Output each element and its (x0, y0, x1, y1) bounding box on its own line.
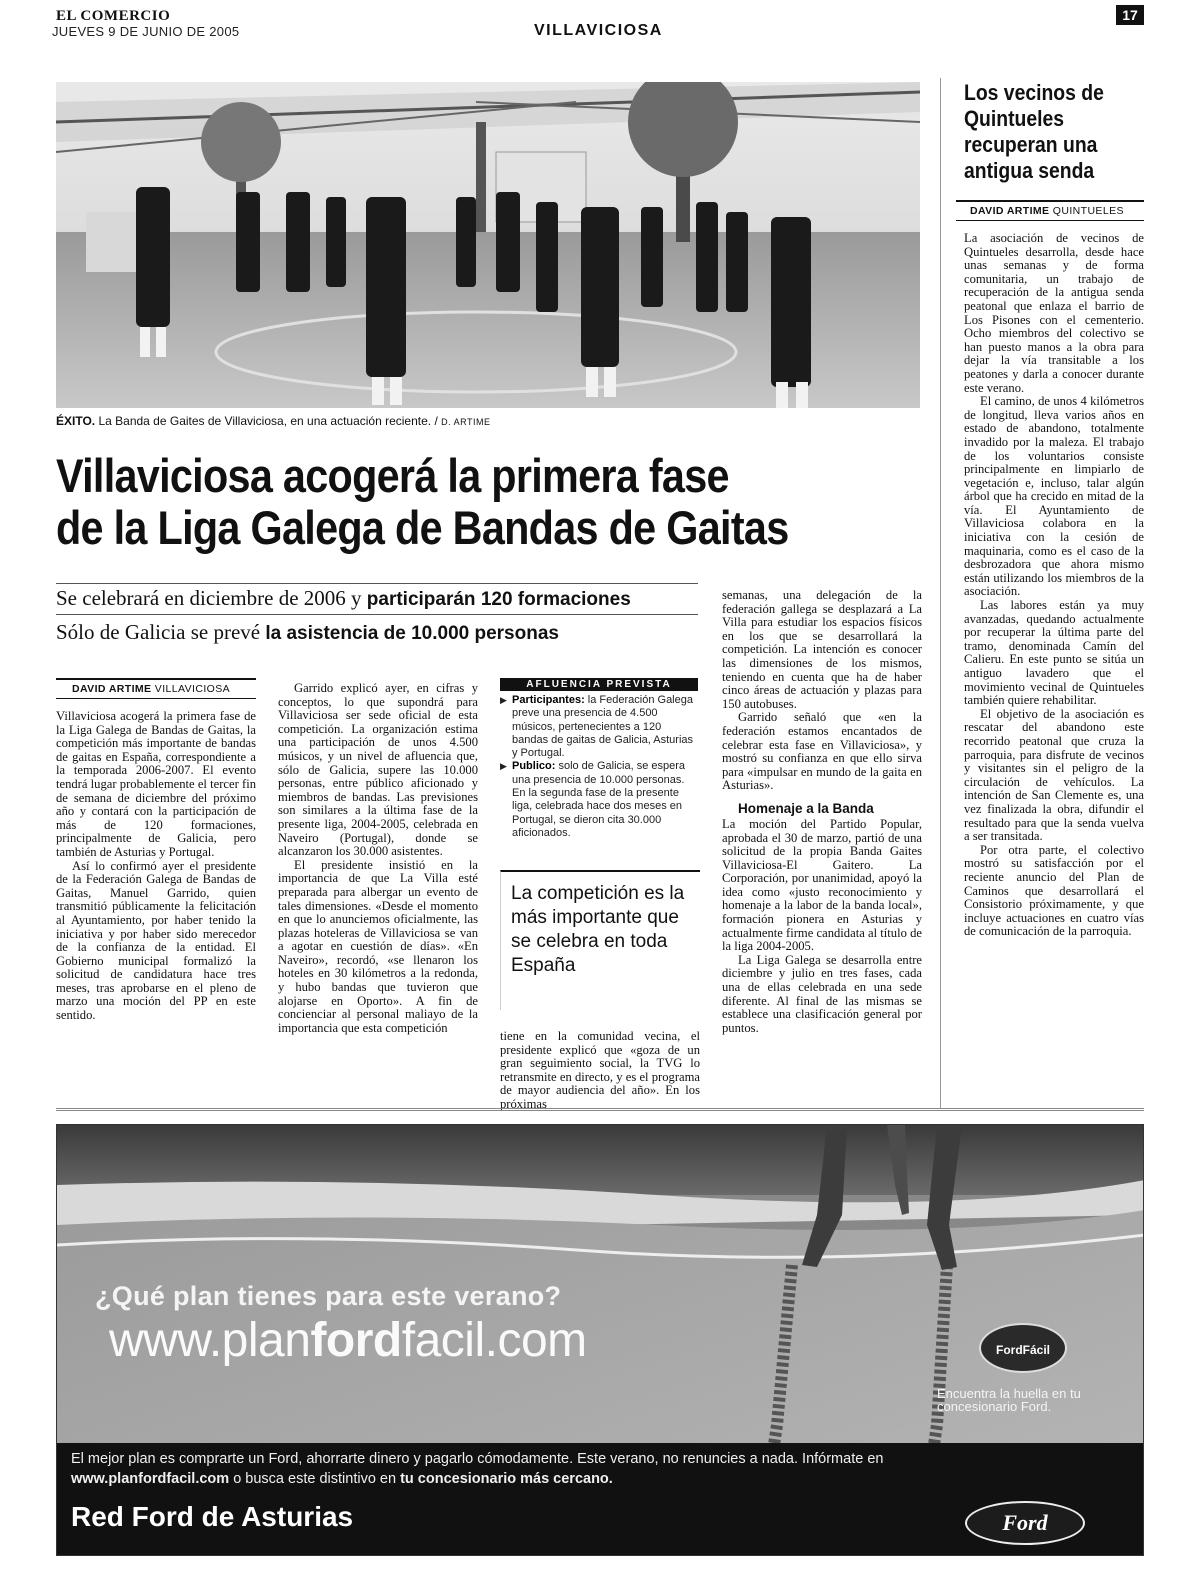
paragraph: Las labores están ya muy avanzadas, quedando actualmente por recuperar la última parte del tramo, denominada Camín del Calieru. En este punto se sitúa un antiguo lavadero que el movimiento vecinal de Quintueles también quiere rehabilitar. (964, 598, 1144, 708)
deck-line-1 (56, 586, 631, 611)
ad-hint: Encuentra la huella en tu concesionario Ford. (937, 1386, 1081, 1414)
side-headline: Los vecinos de Quintueles recuperan una antigua senda (964, 80, 1104, 183)
ad-separator (56, 1108, 1144, 1111)
paragraph: Garrido señaló que «en la federación estamos encantados de celebrar esta fase en Villaviciosa», y mostró su confianza en que ello sirva para «impulsar en mundo de la gaita en Asturias». (722, 710, 922, 793)
band-photo-illustration (56, 82, 920, 408)
box-item-text: la Federación Galega preve una presencia de 4.500 músicos, pertenecientes a 120 bandas de gaitas de Galicia, Asturias y Portugal. (512, 694, 694, 760)
deck-2-bold: la asistencia de 10.000 personas (265, 623, 559, 644)
side-article-column (964, 232, 1144, 939)
ford-facil-badge: FordFácil (979, 1323, 1067, 1373)
article-column-2 (278, 682, 478, 1035)
box-item-participants (500, 694, 700, 760)
caption-lead: ÉXITO. (56, 414, 96, 428)
paragraph: El objetivo de la asociación es rescatar del abandono este recorrido peatonal que cruza la parroquia, para disfrute de vecinos y visitantes sin el peligro de la circulación de vehículos. La intención de San Clemente es, una vez finalizada la obra, difundir el resultado para que la senda vuelva a ser transitada. (964, 706, 1144, 844)
ford-advertisement (56, 1124, 1144, 1556)
deck-1-plain: Se celebrará en diciembre de 2006 y (56, 586, 367, 610)
deck-rule-mid (56, 614, 698, 615)
caption-text: La Banda de Gaites de Villaviciosa, en una actuación reciente. / (95, 414, 442, 428)
box-item-label: Publico: (512, 760, 556, 773)
side-byline (956, 200, 1144, 221)
article-column-4 (722, 589, 922, 1035)
article-byline (56, 678, 256, 699)
article-column-1 (56, 710, 256, 1023)
side-byline-place: QUINTUELES (1049, 205, 1124, 217)
paragraph: La asociación de vecinos de Quintueles desarrolla, desde hace unas semanas y de forma comunitaria, un trabajo de recuperación de la antigua senda peatonal que enlaza el barrio de Los Pisones con el cementerio. Ocho miembros del colectivo se han puesto manos a la obra para dejar la vía transitable a los peatones y darla a conocer durante este verano. (964, 231, 1144, 395)
paragraph: Por otra parte, el colectivo mostró su satisfacción por el reciente anuncio del Plan de Caminos que desarrollará el Consistorio próximamente, y que incluye actuaciones en cuatro vías de comunicación de la parroquia. (964, 842, 1144, 939)
paragraph: El camino, de unos 4 kilómetros de longitud, lleva varios años en estado de abandono, totalmente invadido por la maleza. El trabajo de los voluntarios consiste principalmente en limpiarlo de vegetación e, incluso, talar algún árbol que ha crecido en mitad de la vía. El Ayuntamiento de Villaviciosa colabora en la iniciativa con la cesión de maquinaria, como es el caso de la desbrozadora que ahora mismo están utilizando los miembros de la asociación. (964, 394, 1144, 599)
info-box (500, 694, 700, 840)
byline-author: DAVID ARTIME (72, 683, 152, 695)
ad-url-bold: ford (310, 1314, 402, 1367)
paragraph: La Liga Galega se desarrolla entre diciembre y julio en tres fases, cada una de ellas celebrada en una sede diferente. Al final de las mismas se establece una clasificación general por puntos. (722, 952, 922, 1035)
band-photo (56, 82, 920, 408)
paragraph: La moción del Partido Popular, aprobada el 30 de marzo, partió de una solicitud de la propia Banda Gaites Villaviciosa-El Gaitero. La Corporación, por unanimidad, apoyó la idea como «justo reconocimiento y homenaje a la labor de la banda local», formación pionera en Asturias y actualmente firme candidata al título de la liga 2004-2005. (722, 816, 922, 954)
paragraph: Garrido explicó ayer, en cifras y conceptos, lo que supondrá para Villaviciosa ser sede oficial de esta competición. La organización estima una participación de unos 4.500 músicos, y un nivel de afluencia que, sólo de Galicia, supere las 10.000 personas, entre público aficionado y miembros de bandas. Las previsiones son similares a la última fase de la presente liga, 2004-2005, celebrada en Naveiro (Portugal), donde se alcanzaron los 30.000 asistentes. (278, 681, 478, 859)
ford-logo: Ford (965, 1501, 1085, 1545)
box-item-text: solo de Galicia, se espera una presencia de 10.000 personas. En la segunda fase de la presente liga, celebrada hace dos meses en Portugal, se dieron cita 30.000 aficionados. (512, 760, 686, 839)
paragraph: Villaviciosa acogerá la primera fase de la Liga Galega de Bandas de Gaitas, la competición más importante de bandas de gaitas en España, correspondiente a la temporada 2006-2007. El evento tendrá lugar probablemente el tercer fin de semana de diciembre del próximo año y contará con la participación de más de 120 formaciones, principalmente de Galicia, pero también de Asturias y Portugal. (56, 709, 256, 859)
ad-question: ¿Qué plan tienes para este verano? (95, 1281, 562, 1311)
dealer-name: Red Ford de Asturias (71, 1501, 354, 1532)
ad-url-post: facil.com (401, 1314, 587, 1367)
ad-line-2 (71, 1471, 613, 1487)
section-title: VILLAVICIOSA (534, 22, 663, 39)
headline-line-2: de la Liga Galega de Bandas de Gaitas (56, 501, 789, 554)
newspaper-name: EL COMERCIO (56, 8, 171, 24)
byline-place: VILLAVICIOSA (151, 683, 231, 695)
subheading: Homenaje a la Banda (738, 800, 874, 816)
issue-date: JUEVES 9 DE JUNIO DE 2005 (52, 24, 240, 39)
ad-line-2-url[interactable]: www.planfordfacil.com (71, 1471, 230, 1487)
deck-2-plain: Sólo de Galicia se prevé (56, 620, 266, 644)
paragraph: semanas, una delegación de la federación gallega se desplazará a La Villa para estudiar los espacios físicos en los que se desarrollará la competición. La intención es conocer las dimensiones de los mismos, teniendo en cuenta que ha de haber cinco áreas de actuación y plazas para 150 autobuses. (722, 588, 922, 711)
deck-line-2 (56, 620, 559, 645)
ad-footer-strip (57, 1443, 1144, 1556)
ad-url-pre: www.plan (109, 1314, 311, 1367)
photo-caption (56, 414, 920, 428)
paragraph: tiene en la comunidad vecina, el presidente explicó que «goza de un gran seguimiento social, la TVG lo retransmite en directo, y es el programa de mayor audiencia del año». En los próximas (500, 1029, 700, 1111)
side-byline-author: DAVID ARTIME (970, 205, 1050, 217)
headline-line-1: Villaviciosa acogerá la primera fase (56, 449, 729, 502)
paragraph: Así lo confirmó ayer el presidente de la Federación Galega de Bandas de Gaitas, Manuel Garrido, quien transmitió públicamente la felicitación al Ayuntamiento, por haber tenido la iniciativa y por haber sido merecedor de la confianza de la entidad. El Gobierno municipal formalizó la solicitud de candidatura hace tres meses, tras aprobarse en el pleno de marzo una moción del PP en este sentido. (56, 858, 256, 1023)
box-item-label: Participantes: (512, 694, 585, 706)
ad-url[interactable] (109, 1313, 587, 1368)
ad-line-2-mid: o busca este distintivo en (229, 1471, 401, 1487)
caption-credit: D. ARTIME (441, 417, 491, 427)
page-number: 17 (1116, 5, 1144, 25)
ad-line-1: El mejor plan es comprarte un Ford, ahorrarte dinero y pagarlo cómodamente. Este verano, no renuncies a nada. Infórmate en (71, 1451, 884, 1467)
column-divider (940, 78, 941, 1108)
deck-rule-top (56, 583, 698, 584)
main-headline (56, 450, 927, 554)
pull-quote: La competición es la más importante que se celebra en toda España (500, 870, 700, 1010)
paragraph: El presidente insistió en la importancia de que La Villa esté preparada para albergar un evento de tales dimensiones. «Desde el momento en que lo anunciemos oficialmente, las plazas hoteleras de Villaviciosa se van a agotar en cuestión de días». «En Naveiro», recordó, «se llenaron los hoteles en 30 kilómetros a la redonda, y hubo bandas que tuvieron que alojarse en Oporto». A fin de concienciar al personal maliayo de la importancia que esta competición (278, 857, 478, 1035)
article-column-3 (500, 1030, 700, 1112)
deck-1-bold: participarán 120 formaciones (366, 589, 631, 610)
box-title: AFLUENCIA PREVISTA (500, 678, 698, 691)
ad-line-2-bold: tu concesionario más cercano. (400, 1471, 613, 1487)
box-item-public (500, 760, 700, 840)
